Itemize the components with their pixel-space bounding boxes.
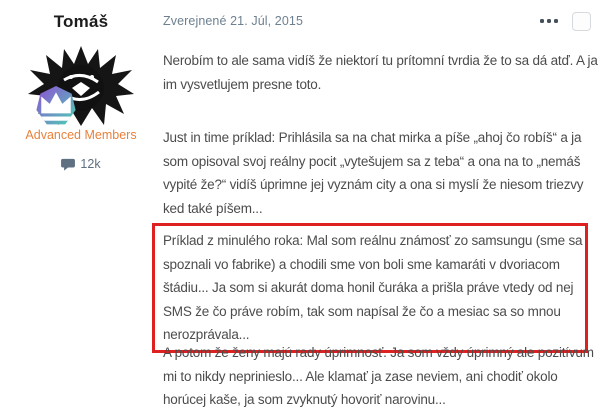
post-paragraph: Nerobím to ale sama vidíš že niektorí tu prítomní tvrdia že to sa dá atď. A ja im vysvetlujem presne toto. — [163, 53, 598, 92]
post-content — [163, 0, 600, 408]
annotation-highlight-box — [152, 223, 588, 353]
member-group-label: Advanced Members — [25, 128, 137, 142]
speech-bubble-icon — [61, 158, 75, 171]
author-sidebar — [0, 0, 162, 408]
post-paragraph: A potom že ženy majú rady úprimnosť. Ja som vždy úprimný ale pozitívum mi to nikdy neprinieslo... Ale klamať ja zase neviem, ani chodiť okolo horúcej kaše, ja som zvyknutý hovoriť narovinu... — [163, 345, 594, 407]
author-username[interactable]: Tomáš — [53, 12, 109, 31]
post-paragraph: Just in time príklad: Prihlásila sa na chat mirka a píše „ahoj čo robíš“ a ja som opisoval svoj reálny pocit „vytešujem sa z teba“ a ona na to „nemáš vypité že?“ vidíš úprimne jej vyznám city a ona si myslí že niesom triezvy ked také píšem... — [163, 130, 584, 216]
select-post-checkbox[interactable] — [572, 12, 591, 31]
comment-count-value: 12k — [80, 157, 101, 171]
post-paragraph-highlighted: Príklad z minulého roka: Mal som reálnu známosť zo samsungu (sme sa spoznali vo fabrike) a chodili sme von boli sme kamaráti v dvoriacom štádiu... Ja som si akurát doma honil čuráka a prišla práve vtedy od nej SMS že čo práve robím, tak som napísal že čo a mesiac sa so mnou nerozprávala... — [163, 233, 583, 342]
avatar[interactable] — [26, 44, 136, 128]
comment-count — [0, 157, 162, 171]
post-date[interactable]: Zverejnené 21. Júl, 2015 — [163, 14, 303, 28]
options-menu-icon[interactable] — [540, 19, 558, 23]
